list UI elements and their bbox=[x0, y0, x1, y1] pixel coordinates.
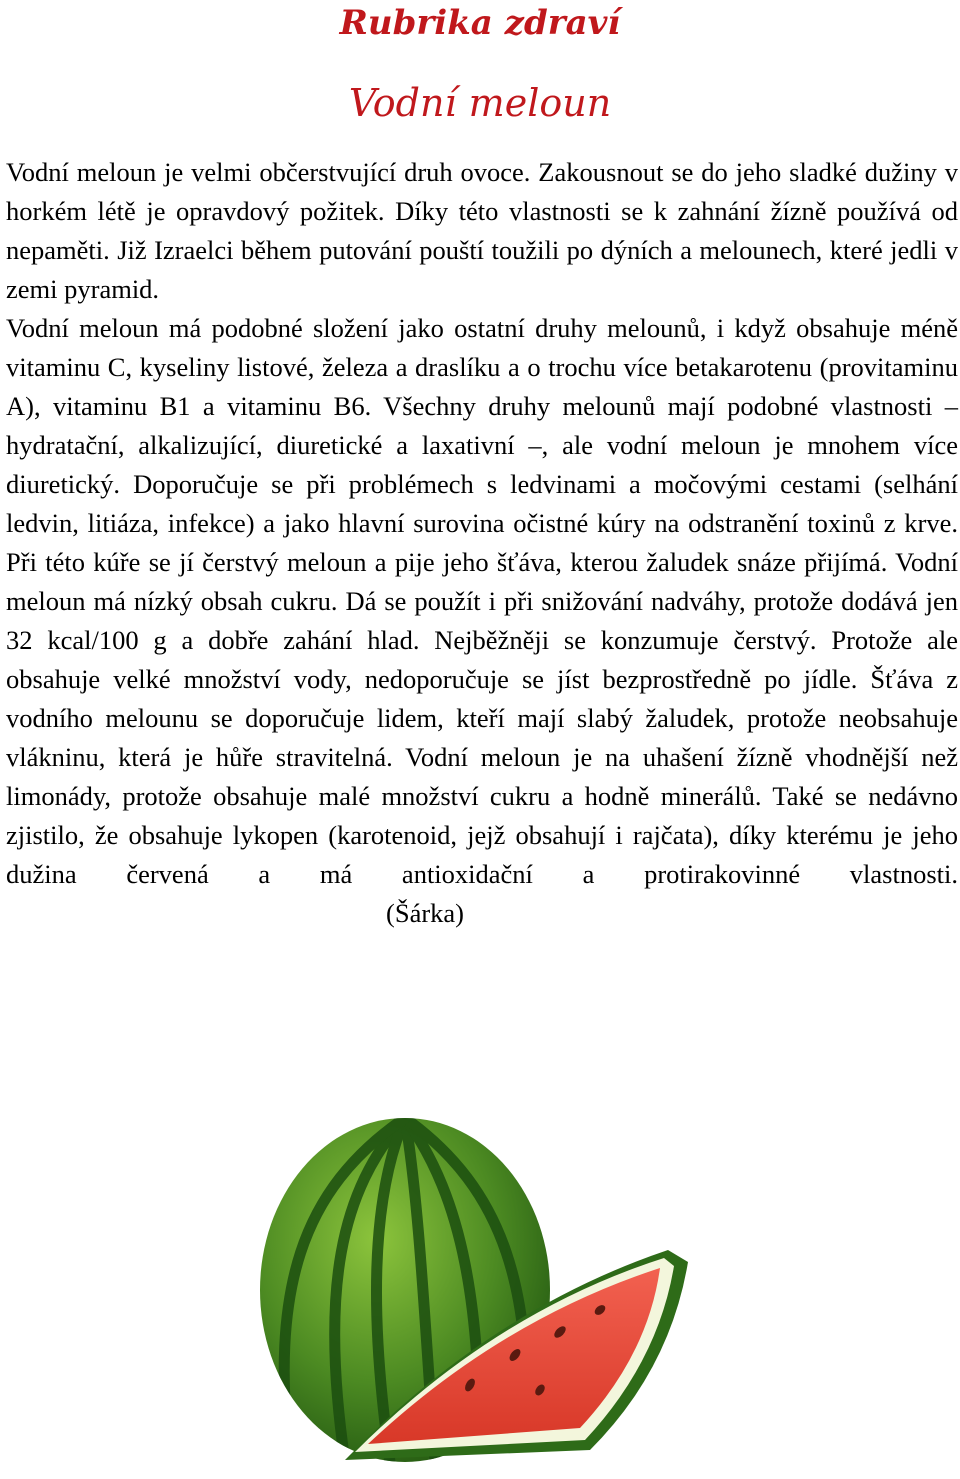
article-body bbox=[6, 153, 958, 933]
watermelon-image bbox=[250, 1100, 700, 1470]
section-title: Rubrika zdraví bbox=[339, 3, 621, 43]
article-author: (Šárka) bbox=[386, 898, 464, 928]
article-intro-paragraph: Vodní meloun je velmi občerstvující druh ovoce. Zakousnout se do jeho sladké dužiny v horkém létě je opravdový požitek. Díky této vlastnosti se k zahnání žízně používá od nepaměti. Již Izraelci během putování pouští toužili po dýních a melounech, které jedli v zemi pyramid. bbox=[6, 157, 958, 304]
article-title: Vodní meloun bbox=[348, 81, 612, 125]
article-main-paragraph bbox=[6, 309, 958, 933]
article-main-text: Vodní meloun má podobné složení jako ostatní druhy melounů, i když obsahuje méně vitaminu C, kyseliny listové, železa a draslíku a o trochu více betakarotenu (provitaminu A), vitaminu B1 a vitaminu B6. Všechny druhy melounů mají podobné vlastnosti – hydratační, alkalizující, diuretické a laxativní –, ale vodní meloun je mnohem více diuretický. Doporučuje se při problémech s ledvinami a močovými cestami (selhání ledvin, litiáza, infekce) a jako hlavní surovina očistné kúry na odstranění toxinů z krve. Při této kúře se jí čerstvý meloun a pije jeho šťáva, kterou žaludek snáze přijímá. Vodní meloun má nízký obsah cukru. Dá se použít i při snižování nadváhy, protože dodává jen 32 kcal/100 g a dobře zahání hlad. Nejběžněji se konzumuje čerstvý. Protože ale obsahuje velké množství vody, nedoporučuje se jíst bezprostředně po jídle. Šťáva z vodního melounu se doporučuje lidem, kteří mají slabý žaludek, protože neobsahuje vlákninu, která je hůře stravitelná. Vodní meloun je na uhašení žízně vhodnější než limonády, protože obsahuje malé množství cukru a hodně minerálů. Také se nedávno zjistilo, že obsahuje lykopen (karotenoid, jejž obsahují i rajčata), díky kterému je jeho dužina červená a má antioxidační a protirakovinné vlastnosti. bbox=[6, 313, 958, 889]
watermelon-icon bbox=[250, 1100, 700, 1470]
